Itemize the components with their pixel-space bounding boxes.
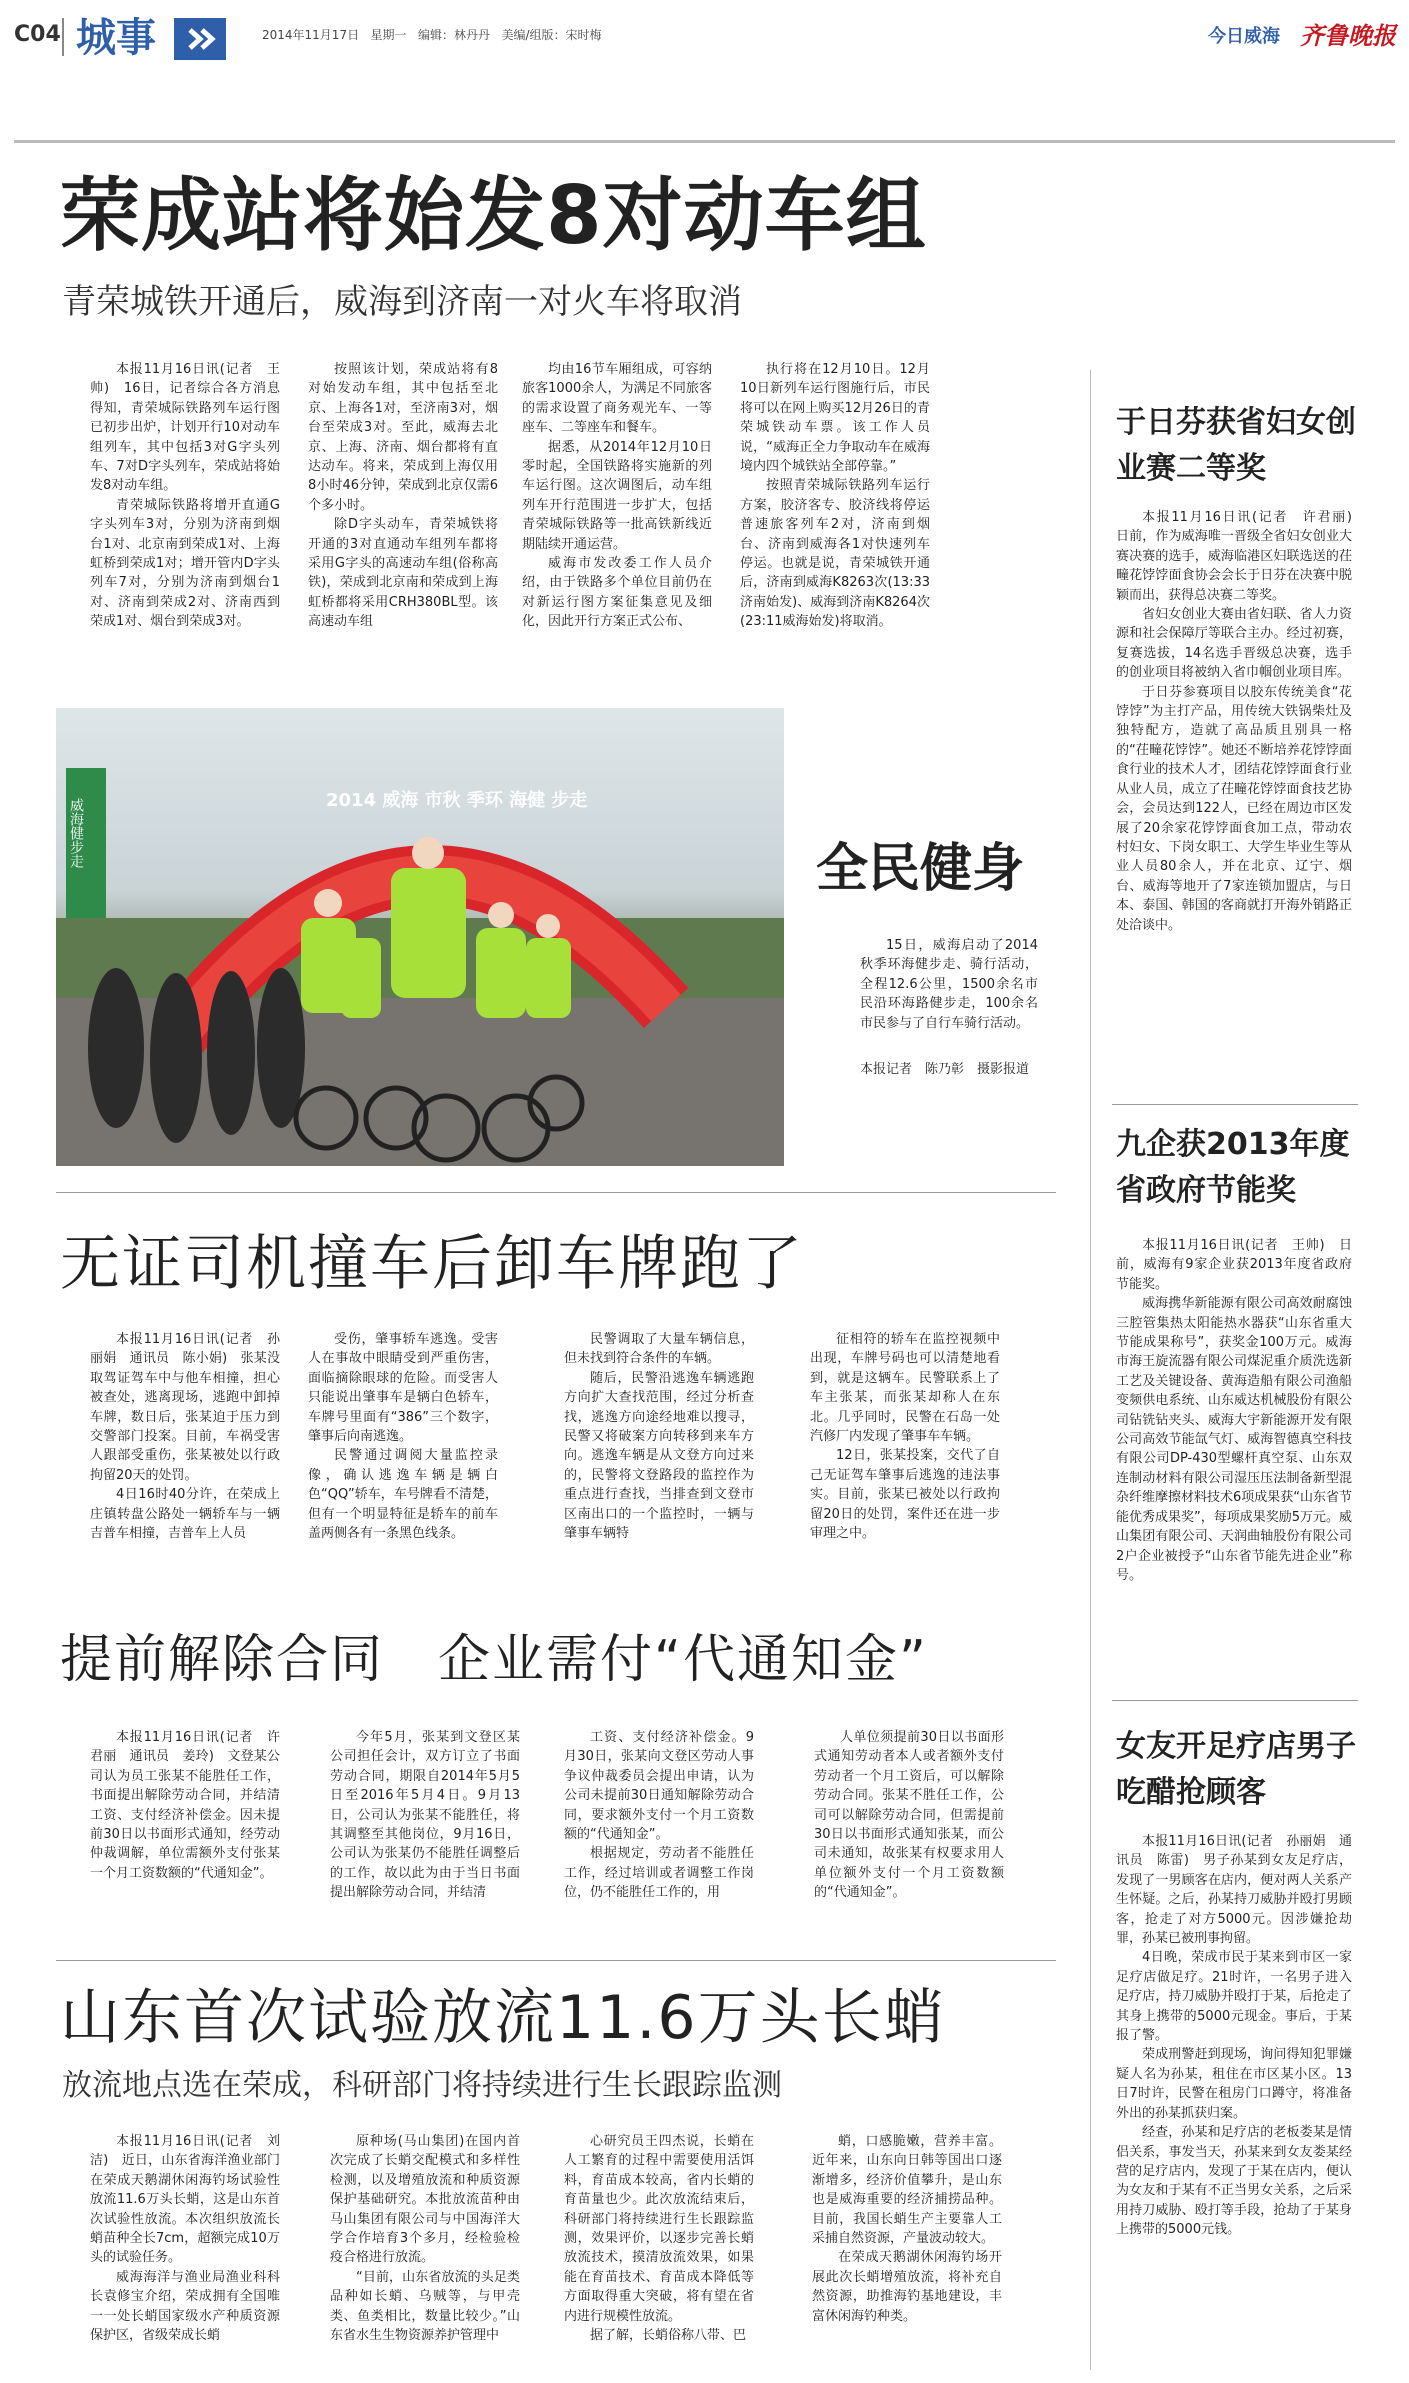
sidebar1-title: 于日芬获省妇女创业赛二等奖 xyxy=(1116,405,1356,486)
paragraph: 工资、支付经济补偿金。9月30日，张某向文登区劳动人事争议仲裁委员会提出申请，认为公司未提前30日通知解除劳动合同，要求额外支付一个月工资数额的“代通知金”。 xyxy=(564,1730,754,1843)
article2-col3 xyxy=(564,1330,754,1600)
sidebar2-title: 九企获2013年度省政府节能奖 xyxy=(1116,1127,1350,1208)
paragraph: 本报11月16日讯(记者 王帅) 日前，威海有9家企业获2013年度省政府节能奖。 xyxy=(1116,1238,1352,1292)
article4-col2 xyxy=(330,2132,520,2372)
paragraph: 威海携华新能源有限公司高效耐腐蚀三腔管集热太阳能热水器获“山东省重大节能成果称号”，获奖金100万元。威海市海王旋流器有限公司煤泥重介质洗选新工艺及关键设备、黄海造船有限公司渔船变频供电系统、山东威达机械股份有限公司钻铣钻夹头、威海大宇新能源开发有限公司高效节能氙气灯、威海智德真空科技有限公司DP-430型螺杆真空泵、山东双连制动材料有限公司湿压压法制备新型混杂纤维摩擦材料技术6项成果获“山东省节能优秀成果奖”，每项成果奖励5万元。威山集团有限公司、天润曲轴股份有限公司2户企业被授予“山东省节能先进企业”称号。 xyxy=(1116,1296,1353,1583)
article3-col4 xyxy=(814,1728,1004,1948)
article3-col3 xyxy=(564,1728,754,1948)
paragraph: 于日芬参赛项目以胶东传统美食“花饽饽”为主打产品，用传统大铁锅柴灶及独特配方，造就了高品质且别具一格的“茌疃花饽饽”。她还不断培养花饽饽面食行业的技术人才，团结花饽饽面食行业从业人员，成立了茌疃花饽饽面食技艺协会，会员达到122人，已经在周边市区发展了20余家花饽饽面食加工点，带动农村妇女、下岗女职工、大学生毕业生等从业人员80余人，并在北京、辽宁、烟台、威海等地开了7家连锁加盟店，与日本、泰国、韩国的客商就打开海外销路正处洽谈中。 xyxy=(1116,684,1352,933)
paragraph: 心研究员王四杰说，长蛸在人工繁育的过程中需要使用活饵料，育苗成本较高，省内长蛸的育苗量也少。此次放流结束后，科研部门将持续进行生长跟踪监测，效果评价，以逐步完善长蛸放流技术，摸清放流效果，如果能在育苗技术、育苗成本降低等方面取得重大突破，将有望在省内进行规模性放流。 xyxy=(564,2134,754,2324)
paragraph: 威海海洋与渔业局渔业科科长袁修宝介绍，荣成拥有全国唯一一处长蛸国家级水产种质资源保护区，省级荣成长蛸 xyxy=(90,2269,280,2344)
paragraph: 按照青荣城际铁路列车运行方案，胶济客专、胶济线将停运普速旅客列车2对，济南到烟台、济南到威海各1对快速列车停运。也就是说，青荣城铁开通后，济南到威海K8263次(13:33济南始发)、威海到济南K8264次(23:11威海始发)将取消。 xyxy=(740,478,930,630)
paragraph: 本报11月16日讯(记者 王帅) 16日，记者综合各方消息得知，青荣城际铁路列车运行图已初步出炉，计划开行10对动车组列车，其中包括3对G字头列车、7对D字头列车，荣成站将始发8对动车组。 xyxy=(90,362,280,494)
weekday: 星期一 xyxy=(370,28,407,42)
paragraph: 省妇女创业大赛由省妇联、省人力资源和社会保障厅等联合主办。经过初赛，复赛选拔，14名选手晋级总决赛，选手的创业项目将被纳入省巾帼创业项目库。 xyxy=(1116,607,1352,681)
paragraph: “目前，山东省放流的头足类品种如长蛸、乌贼等，与甲壳类、鱼类相比，数量比较少。”山东省水生生物资源养护管理中 xyxy=(330,2269,520,2344)
sidebar1-bottom-rule xyxy=(1112,1104,1358,1105)
paragraph: 蛸，口感脆嫩，营养丰富。近年来，山东向日韩等国出口逐渐增多，经济价值攀升，是山东也是威海重要的经济捕捞品种。目前，我国长蛸生产主要靠人工采捕自然资源，产量波动较大。 xyxy=(812,2134,1002,2247)
article4-col4 xyxy=(812,2132,1002,2372)
paragraph: 荣成刑警赶到现场，询问得知犯罪嫌疑人名为孙某，租住在市区某小区。13日7时许，民警在租房门口蹲守，将准备外出的孙某抓获归案。 xyxy=(1116,2047,1352,2121)
photo-credit: 本报记者 陈乃彰 摄影报道 xyxy=(860,1062,1030,1077)
article3-col2 xyxy=(330,1728,520,1948)
issue-date-text: 2014年11月17日 xyxy=(262,28,360,42)
sidebar3-body xyxy=(1116,1832,1352,2372)
article2-col2 xyxy=(308,1330,498,1600)
paragraph: 据悉，从2014年12月10日零时起，全国铁路将实施新的列车运行图。这次调图后，动车组列车开行范围进一步扩大，包括青荣城际铁路等一批高铁新线近期陆续开通运营。 xyxy=(522,439,712,552)
article1-col3 xyxy=(522,360,712,680)
paper-logo: 齐鲁晚报 xyxy=(1300,21,1396,50)
paragraph: 民警通过调阅大量监控录像，确认逃逸车辆是辆白色“QQ”轿车，车号牌看不清楚，但有一个明显特征是轿车的前车盖两侧各有一条黑色线条。 xyxy=(308,1448,498,1542)
issue-date xyxy=(262,26,602,43)
sidebar2-bottom-rule xyxy=(1112,1700,1358,1701)
paragraph: 本报11月16日讯(记者 刘洁) 近日，山东省海洋渔业部门在荣成天鹅湖休闲海钓场试验性放流11.6万头长蛸，这是山东首次试验性放流。本次组织放流长蛸苗种全长7cm，超额完成10万头的试验任务。 xyxy=(90,2134,280,2266)
double-chevron-right-icon xyxy=(174,18,226,60)
article2-top-rule xyxy=(56,1192,1056,1193)
article1-col1 xyxy=(90,360,280,680)
paragraph: 威海市发改委工作人员介绍，由于铁路多个单位目前仍在对新运行图方案征集意见及细化，因此开行方案正式公布、 xyxy=(522,556,712,630)
event-photo xyxy=(56,708,784,1166)
page-number: C04 xyxy=(14,22,61,47)
paragraph: 根据规定，劳动者不能胜任工作，经过培训或者调整工作岗位，仍不能胜任工作的，用 xyxy=(564,1846,754,1901)
paragraph: 青荣城际铁路将增开直通G字头列车3对，分别为济南到烟台1对、北京南到荣成1对、上海虹桥到荣成1对；增开管内D字头列车7对，分别为济南到烟台1对、济南到荣成2对、济南西到荣成1对、烟台到荣成3对。 xyxy=(90,497,280,630)
sidebar2-body xyxy=(1116,1236,1352,1676)
paragraph: 原种场(马山集团)在国内首次完成了长蛸交配模式和多样性检测，以及增殖放流和种质资源保护基础研究。本批放流苗种由马山集团有限公司与中国海洋大学合作培育3个多月，经检验检疫合格进行放流。 xyxy=(330,2134,520,2266)
article1-subtitle: 青荣城铁开通后，威海到济南一对火车将取消 xyxy=(62,282,742,322)
paragraph: 本报11月16日讯(记者 孙丽娟 通讯员 陈雷) 男子孙某到女友足疗店，发现了一男顾客在店内，便对两人关系产生怀疑。之后，孙某持刀威胁并殴打男顾客，抢走了对方5000元。因涉嫌抢劫罪，孙某已被刑事拘留。 xyxy=(1116,1834,1352,1947)
paragraph: 随后，民警沿逃逸车辆逃跑方向扩大查找范围，经过分析查找，逃逸方向途经地难以搜寻，民警又将破案方向转移到来车方向。逃逸车辆是从文登方向过来的，民警将文登路段的监控作为重点进行查找，当排查到文登市区南出口的一个监控时，一辆与肇事车辆特 xyxy=(564,1370,754,1542)
article2-col1 xyxy=(90,1330,280,1600)
paragraph: 受伤，肇事轿车逃逸。受害人在事故中眼睛受到严重伤害，面临摘除眼球的危险。而受害人只能说出肇事车是辆白色轿车，车牌号里面有“386”三个数字，肇事后向南逃逸。 xyxy=(308,1332,498,1445)
photo-caption: 15日，威海启动了2014秋季环海健步走、骑行活动，全程12.6公里，1500余名市民沿环海路健步走，100余名市民参与了自行车骑行活动。 xyxy=(860,938,1038,1031)
sidebar-divider xyxy=(1090,370,1091,2370)
photo-flag-text: 威海健步走 xyxy=(68,798,84,868)
masthead-tagline: 今日威海 xyxy=(1208,26,1280,47)
paragraph: 本报11月16日讯(记者 许君丽 通讯员 姜玲) 文登某公司认为员工张某不能胜任工作，书面提出解除劳动合同，并结清工资、支付经济补偿金。因未提前30日以书面形式通知，经劳动仲裁调解，单位需额外支付张某一个月工资数额的“代通知金”。 xyxy=(90,1730,280,1881)
paragraph: 据了解，长蛸俗称八带、巴 xyxy=(590,2328,747,2344)
sidebar1-body xyxy=(1116,508,1366,1088)
article1-col2 xyxy=(308,360,498,680)
paragraph: 今年5月，张某到文登区某公司担任会计，双方订立了书面劳动合同，期限自2014年5月5日至2016年5月4日。9月13日，公司认为张某不能胜任，将其调整至其他岗位，9月16日，公司认为张某仍不能胜任调整后的工作，故以此为由于当日书面提出解除劳动合同，并结清 xyxy=(330,1730,520,1901)
editor: 编辑：林丹丹 xyxy=(418,28,491,42)
sidebar3-title: 女友开足疗店男子吃醋抢顾客 xyxy=(1116,1729,1356,1810)
photo-big-title: 全民健身 xyxy=(816,839,1025,899)
paragraph: 民警调取了大量车辆信息，但未找到符合条件的车辆。 xyxy=(564,1332,754,1367)
paragraph: 执行将在12月10日。12月10日新列车运行图施行后，市民将可以在网上购买12月26日的青荣城铁动车票。该工作人员说，“威海正全力争取动车在威海境内四个城铁站全部停靠。” xyxy=(740,362,930,475)
paragraph: 按照该计划，荣成站将有8对始发动车组，其中包括至北京、上海各1对，至济南3对，烟台至荣成3对。至此，威海去北京、上海、济南、烟台都将有直达动车。将来，荣成到上海仅用8小时46分钟，荣成到北京仅需6个多小时。 xyxy=(308,362,498,513)
paragraph: 4日16时40分许，在荣成上庄镇转盘公路处一辆轿车与一辆吉普车相撞，吉普车上人员 xyxy=(90,1487,280,1542)
paragraph: 均由16节车厢组成，可容纳旅客1000余人，为满足不同旅客的需求设置了商务观光车、一等座车、二等座车和餐车。 xyxy=(522,362,712,436)
photo-banner-text: 2014 威海 市秋 季环 海健 步走 xyxy=(326,790,588,811)
paragraph: 12日，张某投案，交代了自己无证驾车肇事后逃逸的违法事实。目前，张某已被处以行政拘留20日的处罚，案件还在进一步审理之中。 xyxy=(810,1448,1000,1542)
article3-col1 xyxy=(90,1728,280,1948)
paragraph: 人单位须提前30日以书面形式通知劳动者本人或者额外支付劳动者一个月工资后，可以解除劳动合同。张某不胜任工作，公司可以解除劳动合同，但需提前30日以书面形式通知张某，而公司未通知，故张某有权要求用人单位额外支付一个月工资数额的“代通知金”。 xyxy=(814,1730,1004,1901)
masthead-rule xyxy=(14,140,1395,143)
article4-col1 xyxy=(90,2132,280,2372)
designer: 美编/组版：宋时梅 xyxy=(501,28,602,42)
paragraph: 本报11月16日讯(记者 许君丽) 日前，作为威海唯一晋级全省妇女创业大赛决赛的选手，威海临港区妇联选送的茌疃花饽饽面食协会会长于日芬在决赛中脱颖而出，获得总决赛二等奖。 xyxy=(1116,510,1366,603)
article1-col4 xyxy=(740,360,930,680)
paragraph: 除D字头动车，青荣城铁将开通的3对直通动车组列车都将采用G字头的高速动车组(俗称高铁)，荣成到北京南和荣成到上海虹桥都将采用CRH380BL型。该高速动车组 xyxy=(308,517,498,630)
paragraph: 4日晚，荣成市民于某来到市区一家足疗店做足疗。21时许，一名男子进入足疗店，持刀威胁并殴打于某，后抢走了其身上携带的5000元现金。事后，于某报了警。 xyxy=(1116,1950,1352,2044)
article2-title: 无证司机撞车后卸车牌跑了 xyxy=(60,1229,804,1299)
paragraph: 征相符的轿车在监控视频中出现，车牌号码也可以清楚地看到，就是这辆车。民警联系上了车主张某，而张某却称人在东北。几乎同时，民警在石岛一处汽修厂内发现了肇事车车辆。 xyxy=(810,1332,1000,1445)
section-title: 城事 xyxy=(76,15,156,61)
article4-subtitle: 放流地点选在荣成，科研部门将持续进行生长跟踪监测 xyxy=(62,2068,782,2103)
article4-col3 xyxy=(564,2132,754,2372)
paragraph: 在荣成天鹅湖休闲海钓场开展此次长蛸增殖放流，将补充自然资源，助推海钓基地建设，丰富休闲海钓种类。 xyxy=(812,2250,1002,2324)
article4-title: 山东首次试验放流11.6万头长蛸 xyxy=(60,1983,946,2053)
paragraph: 经查，孙某和足疗店的老板娄某是情侣关系，事发当天，孙某来到女友娄某经营的足疗店内，发现了于某在店内，便认为女友和于某有不正当男女关系，之后采用持刀威胁、殴打等手段，抢劫了于某身上携带的5000元钱。 xyxy=(1116,2125,1352,2238)
paragraph: 本报11月16日讯(记者 孙丽娟 通讯员 陈小娟) 张某没取驾证驾车中与他车相撞，担心被查处，逃离现场，逃跑中卸掉车牌，数日后，张某迫于压力到交警部门投案。目前，车祸受害人跟部受重伤，张某被处以行政拘留20天的处罚。 xyxy=(90,1332,280,1483)
article3-title: 提前解除合同 企业需付“代通知金” xyxy=(60,1630,928,1690)
masthead-divider xyxy=(62,18,64,56)
article2-col4 xyxy=(810,1330,1000,1600)
article4-top-rule xyxy=(56,1960,1056,1961)
article1-title: 荣成站将始发8对动车组 xyxy=(60,169,927,262)
